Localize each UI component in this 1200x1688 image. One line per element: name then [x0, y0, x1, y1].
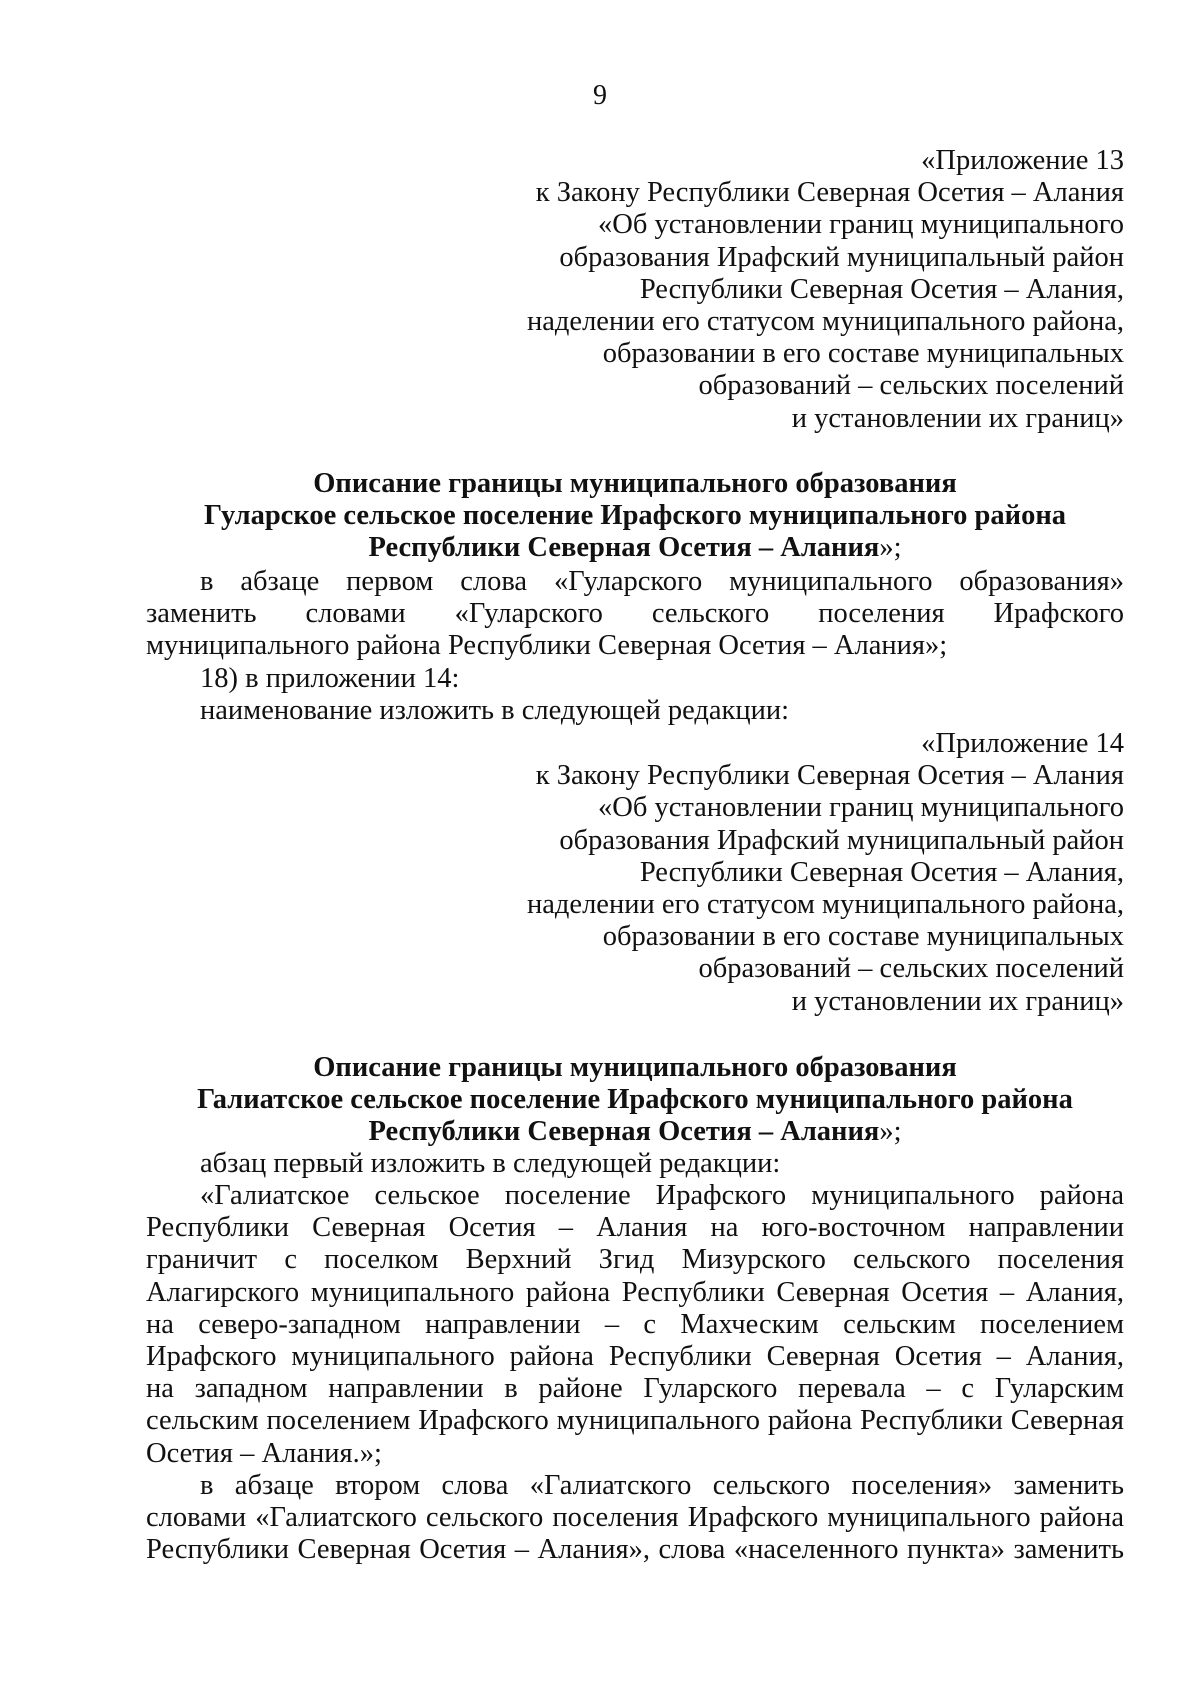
- paragraph-line: на северо-западном направлении – с Махческим сельским поселением: [146, 1308, 1124, 1340]
- list-item-text: 18) в приложении 14:: [200, 663, 460, 694]
- paragraph-line: граничит с поселком Верхний Згид Мизурского сельского поселения: [146, 1244, 1124, 1276]
- heading-bold-text: Республики Северная Осетия – Алания: [368, 1116, 880, 1148]
- paragraph-line: Ирафского муниципального района Республики Северная Осетия – Алания,: [146, 1341, 1124, 1373]
- appendix-line: наделении его статусом муниципального района,: [527, 889, 1124, 921]
- appendix-13-reference: [146, 145, 1124, 435]
- page-number: 9: [593, 80, 607, 111]
- paragraph-second-abzac-replacement: [146, 1470, 1124, 1567]
- appendix-line: и установлении их границ»: [791, 402, 1124, 434]
- appendix-line: образования Ирафский муниципальный район: [559, 241, 1124, 273]
- paragraph-line: Алагирского муниципального района Республики Северная Осетия – Алания,: [146, 1276, 1124, 1308]
- appendix-line: и установлении их границ»: [791, 985, 1124, 1017]
- section-heading-gularskoe: [146, 468, 1124, 565]
- appendix-line: наделении его статусом муниципального района,: [527, 306, 1124, 338]
- appendix-line: «Об установлении границ муниципального: [597, 792, 1124, 824]
- paragraph-line: в абзаце втором слова «Галиатского сельского поселения» заменить: [200, 1470, 1124, 1501]
- paragraph-line: на западном направлении в районе Гуларского перевала – с Гуларским: [146, 1373, 1124, 1405]
- appendix-line: к Закону Республики Северная Осетия – Алания: [535, 177, 1124, 209]
- paragraph-galiatskoe-boundary-description: [146, 1180, 1124, 1470]
- appendix-line: «Приложение 14: [921, 728, 1124, 759]
- paragraph-first-abzac-instruction: [146, 1148, 1124, 1180]
- appendix-line: Республики Северная Осетия – Алания,: [639, 856, 1124, 888]
- paragraph-line: сельским поселением Ирафского муниципального района Республики Северная: [146, 1405, 1124, 1437]
- paragraph-gularskoe-replacement: [146, 566, 1124, 663]
- appendix-14-reference: [146, 728, 1124, 1018]
- appendix-line: образовании в его составе муниципальных: [602, 921, 1124, 953]
- heading-tail-text: »;: [879, 532, 902, 564]
- heading-line: Гуларское сельское поселение Ирафского муниципального района: [204, 500, 1066, 532]
- appendix-line: образования Ирафский муниципальный район: [559, 824, 1124, 856]
- appendix-line: образований – сельских поселений: [698, 370, 1124, 402]
- appendix-line: Республики Северная Осетия – Алания,: [639, 273, 1124, 305]
- heading-line: Описание границы муниципального образования: [313, 468, 957, 499]
- section-heading-galiatskoe: [146, 1052, 1124, 1149]
- paragraph-line: в абзаце первом слова «Гуларского муниципального образования»: [200, 566, 1124, 597]
- heading-tail-text: »;: [879, 1116, 902, 1148]
- appendix-line: к Закону Республики Северная Осетия – Алания: [535, 760, 1124, 792]
- paragraph-line: Республики Северная Осетия – Алания на юго-восточном направлении: [146, 1212, 1124, 1244]
- paragraph-line: муниципального района Республики Северная Осетия – Алания»;: [146, 630, 948, 662]
- appendix-line: «Приложение 13: [921, 145, 1124, 176]
- list-item-18: [146, 663, 1124, 695]
- heading-line: [146, 1116, 1124, 1148]
- heading-line: Галиатское сельское поселение Ирафского муниципального района: [197, 1084, 1073, 1116]
- heading-line: [146, 532, 1124, 564]
- paragraph-line: словами «Галиатского сельского поселения Ирафского муниципального района: [146, 1502, 1124, 1534]
- list-item-18-sub: [146, 695, 1124, 727]
- appendix-line: образовании в его составе муниципальных: [602, 338, 1124, 370]
- heading-bold-text: Республики Северная Осетия – Алания: [368, 532, 880, 564]
- appendix-line: образований – сельских поселений: [698, 953, 1124, 985]
- appendix-line: «Об установлении границ муниципального: [597, 209, 1124, 241]
- paragraph-line: Республики Северная Осетия – Алания», слова «населенного пункта» заменить: [146, 1534, 1124, 1566]
- paragraph-line: «Галиатское сельское поселение Ирафского муниципального района: [200, 1180, 1124, 1211]
- paragraph-line: Осетия – Алания.»;: [146, 1437, 382, 1469]
- heading-line: Описание границы муниципального образования: [313, 1052, 957, 1083]
- list-item-text: наименование изложить в следующей редакции:: [200, 695, 790, 726]
- paragraph-line: абзац первый изложить в следующей редакции:: [200, 1148, 781, 1179]
- paragraph-line: заменить словами «Гуларского сельского поселения Ирафского: [146, 598, 1124, 630]
